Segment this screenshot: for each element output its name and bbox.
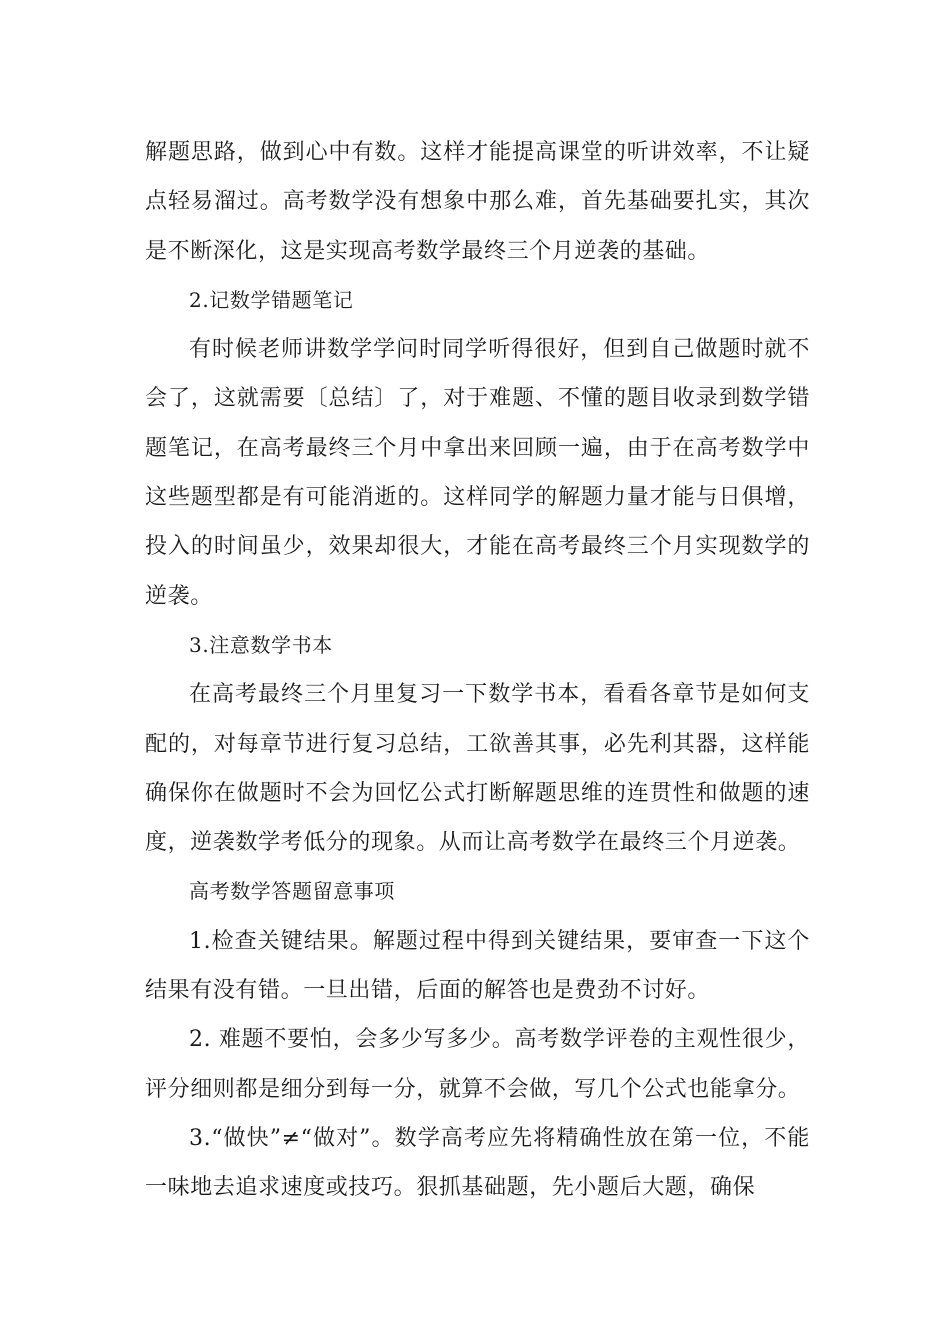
- paragraph-tip-2: 2. 难题不要怕，会多少写多少。高考数学评卷的主观性很少，评分细则都是细分到每一分，就算不会做，写几个公式也能拿分。: [145, 1027, 810, 1102]
- section-heading-mistake-notes: 2.记数学错题笔记: [189, 287, 354, 312]
- paragraph-tip-1: 1.检查关键结果。解题过程中得到关键结果，要审查一下这个结果有没有错。一旦出错，后面的解答也是费劲不讨好。: [145, 928, 810, 1004]
- section-heading-textbook: 3.注意数学书本: [189, 632, 333, 657]
- paragraph-tip-3: 3.“做快”≠“做对”。数学高考应先将精确性放在第一位，不能一味地去追求速度或技巧。狠抓基础题，先小题后大题，确保: [145, 1125, 810, 1201]
- paragraph-continuation: 解题思路，做到心中有数。这样才能提高课堂的听讲效率，不让疑点轻易溜过。高考数学没有想象中那么难，首先基础要扎实，其次是不断深化，这是实现高考数学最终三个月逆袭的基础。: [145, 140, 810, 264]
- section-heading-exam-tips: 高考数学答题留意事项: [189, 879, 395, 904]
- paragraph-textbook: 在高考最终三个月里复习一下数学书本，看看各章节是如何支配的，对每章节进行复习总结，工欲善其事，必先利其器，这样能确保你在做题时不会为回忆公式打断解题思维的连贯性和做题的速度，逆袭数学考低分的现象。从而让高考数学在最终三个月逆袭。: [145, 682, 810, 856]
- document-body: [145, 128, 810, 1213]
- paragraph-mistake-notes: 有时候老师讲数学学问时同学听得很好，但到自己做题时就不会了，这就需要〔总结〕了，对于难题、不懂的题目收录到数学错题笔记，在高考最终三个月中拿出来回顾一遍，由于在高考数学中这些题型都是有可能消逝的。这样同学的解题力量才能与日俱增，投入的时间虽少，效果却很大，才能在高考最终三个月实现数学的逆袭。: [145, 337, 810, 609]
